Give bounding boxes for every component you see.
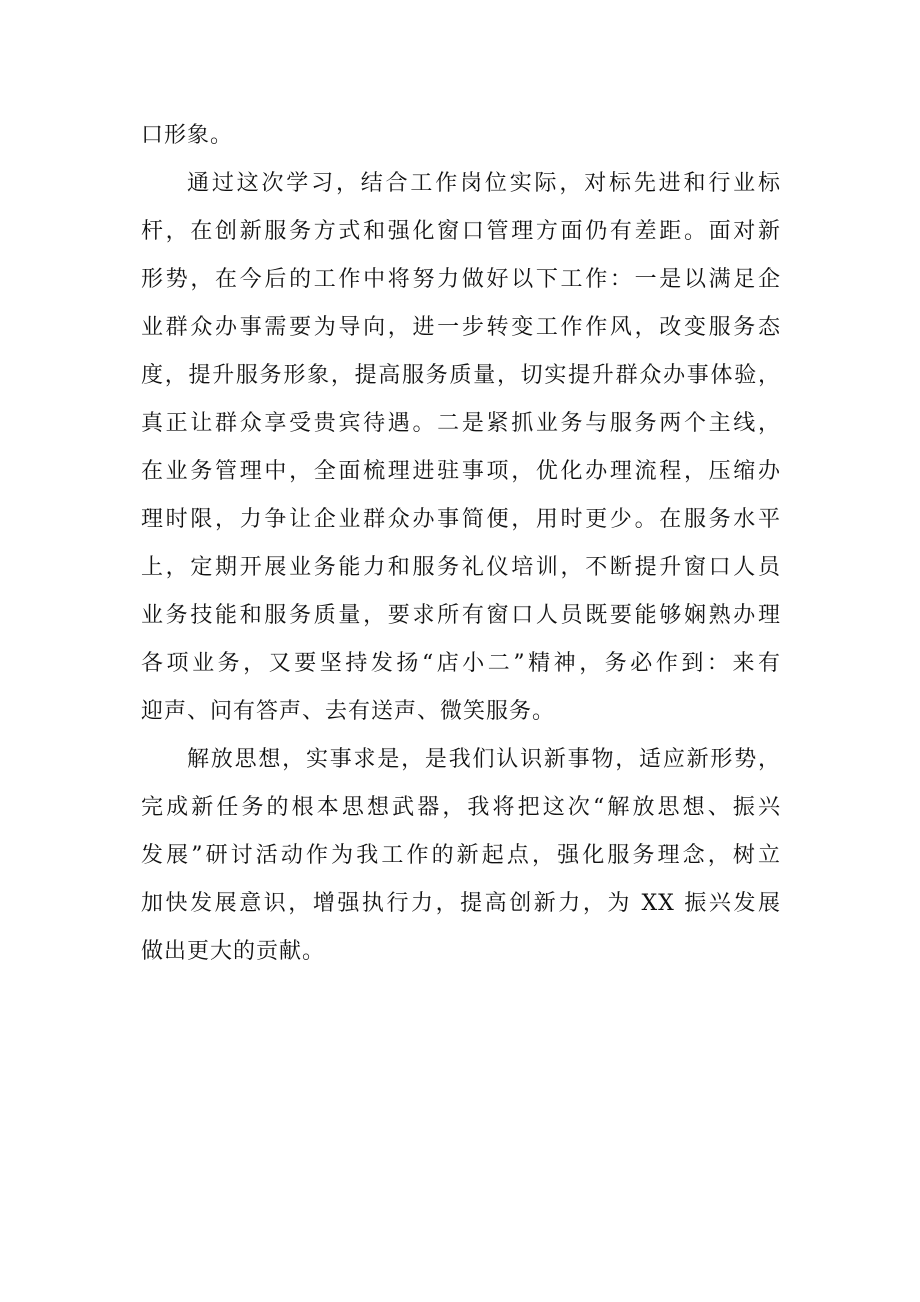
text-line: 做出更大的贡献。 — [141, 939, 326, 964]
text-line: 真正让群众享受贵宾待遇。二是紧抓业务与服务两个主线， — [141, 411, 781, 436]
document-body — [141, 112, 781, 976]
text-line: 形势，在今后的工作中将努力做好以下工作：一是以满足企 — [141, 267, 781, 292]
paragraph-study-reflection — [141, 160, 781, 736]
text-line: 口形象。 — [141, 123, 234, 148]
text-line: 杆，在创新服务方式和强化窗口管理方面仍有差距。面对新 — [141, 219, 781, 244]
paragraph-conclusion — [141, 736, 781, 976]
text-line: 通过这次学习，结合工作岗位实际，对标先进和行业标 — [187, 171, 781, 196]
text-line: 发展”研讨活动作为我工作的新起点，强化服务理念，树立 — [141, 843, 781, 868]
text-line: 业群众办事需要为导向，进一步转变工作作风，改变服务态 — [141, 315, 781, 340]
text-line: 各项业务，又要坚持发扬“店小二”精神，务必作到：来有 — [141, 651, 781, 676]
text-line: 业务技能和服务质量，要求所有窗口人员既要能够娴熟办理 — [141, 603, 781, 628]
text-line: 在业务管理中，全面梳理进驻事项，优化办理流程，压缩办 — [141, 459, 781, 484]
text-line: 度，提升服务形象，提高服务质量，切实提升群众办事体验， — [141, 363, 781, 388]
text-line: 上，定期开展业务能力和服务礼仪培训，不断提升窗口人员 — [141, 555, 781, 580]
text-line: 迎声、问有答声、去有送声、微笑服务。 — [141, 699, 556, 724]
paragraph-continuation — [141, 112, 781, 160]
text-line: 解放思想，实事求是，是我们认识新事物，适应新形势， — [187, 747, 781, 772]
text-line: 理时限，力争让企业群众办事简便，用时更少。在服务水平 — [141, 507, 781, 532]
text-line: 完成新任务的根本思想武器，我将把这次“解放思想、振兴 — [141, 795, 781, 820]
text-line: 加快发展意识，增强执行力，提高创新力，为 XX 振兴发展 — [141, 891, 781, 916]
